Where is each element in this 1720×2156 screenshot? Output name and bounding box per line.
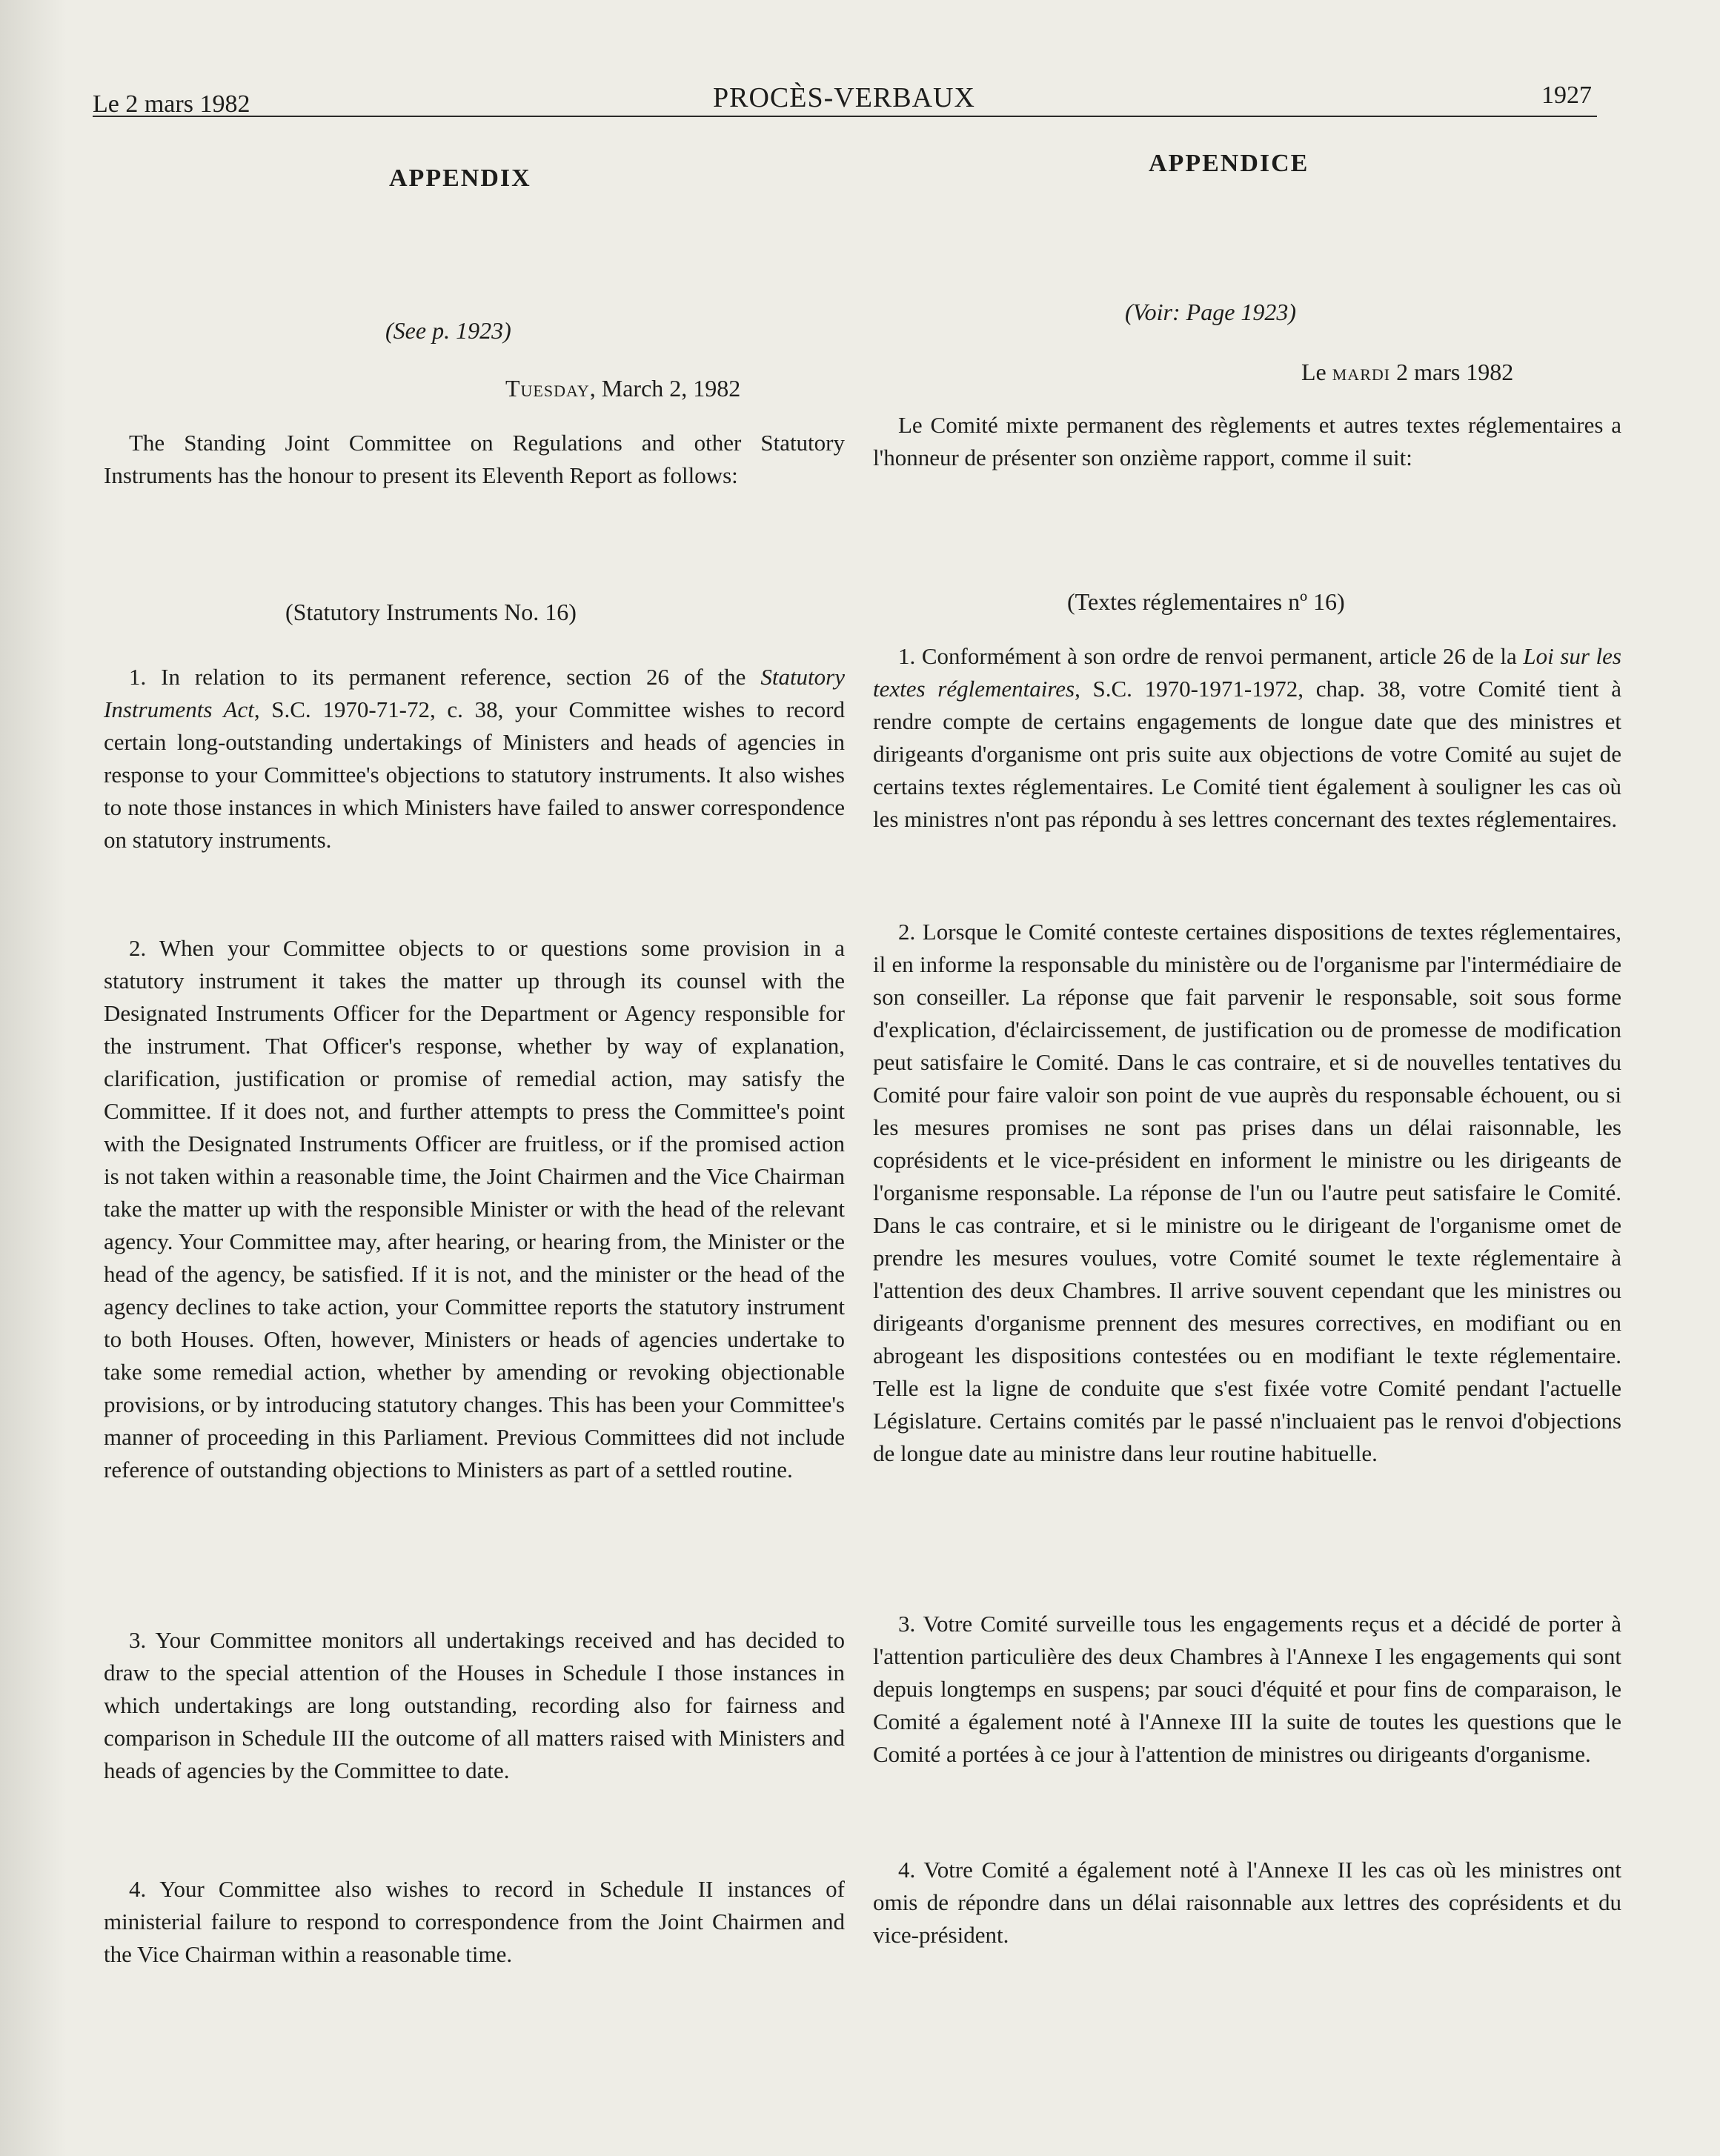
appendix-title: APPENDIX [389, 164, 531, 192]
subheading: (Statutory Instruments No. 16) [285, 599, 577, 625]
header-title: PROCÈS-VERBAUX [713, 82, 975, 113]
french-dateline: Le mardi 2 mars 1982 [1301, 359, 1514, 385]
page-header [0, 81, 1720, 126]
voir-reference: (Voir: Page 1923) [1125, 299, 1297, 325]
french-paragraph-1: 1. Conformément à son ordre de renvoi permanent, article 26 de la Loi sur les textes réglementaires, S.C. 1970-1971-1972, chap. 38, votre Comité tient à rendre compte de certains engagements de longue date que des ministres et dirigeants d'organisme ont pris suite aux objections de votre Comité au sujet de certains textes réglementaires. Le Comité tient également à souligner les cas où les ministres n'ont pas répondu à ses lettres concernant des textes réglementaires. [873, 643, 1621, 832]
french-subheading: (Textes réglementaires nº 16) [1067, 588, 1345, 615]
french-intro-paragraph: Le Comité mixte permanent des règlements et autres textes réglementaires a l'honneur de présenter son onzième rapport, comme il suit: [873, 412, 1621, 470]
header-date: Le 2 mars 1982 [93, 90, 250, 118]
intro-paragraph: The Standing Joint Committee on Regulations and other Statutory Instruments has the honour to present its Eleventh Report as follows: [104, 430, 845, 488]
appendice-title: APPENDICE [1149, 150, 1309, 177]
header-rule [93, 116, 1597, 117]
french-paragraph-2: 2. Lorsque le Comité conteste certaines dispositions de textes réglementaires, il en informe la responsable du ministère ou de l'organisme par l'intermédiaire de son conseiller. La réponse que fait parvenir le responsable, soit sous forme d'explication, d'éclaircissement, de justification ou de promesse de modification peut satisfaire le Comité. Dans le cas contraire, et si de nouvelles tentatives du Comité pour faire valoir son point de vue auprès du responsable échouent, ou si les mesures promises ne sont pas prises dans un délai raisonnable, les coprésidents et le vice-président en informent le ministre ou les dirigeants de l'organisme responsable. La réponse de l'un ou l'autre peut satisfaire le Comité. Dans le cas contraire, et si le ministre ou le dirigeant de l'organisme omet de prendre les mesures voulues, votre Comité soumet le texte réglementaire à l'attention des deux Chambres. Il arrive souvent cependant que les ministres ou dirigeants d'organisme prennent des mesures correctives, en modifiant ou en abrogeant les dispositions contestées ou en modifiant le texte réglementaire. Telle est la ligne de conduite que s'est fixée votre Comité pendant l'actuelle Législature. Certains comités par le passé n'incluaient pas le renvoi d'objections de longue date au ministre dans leur routine habituelle. [873, 919, 1621, 1466]
paragraph-3: 3. Your Committee monitors all undertakings received and has decided to draw to the special attention of the Houses in Schedule I those instances in which undertakings are long outstanding, recording also for fairness and comparison in Schedule III the outcome of all matters raised with Ministers and heads of agencies by the Committee to date. [104, 1627, 845, 1783]
paragraph-2: 2. When your Committee objects to or questions some provision in a statutory instrument it takes the matter up through its counsel with the Designated Instruments Officer for the Department or Agency responsible for the instrument. That Officer's response, whether by way of explanation, clarification, justification or promise of remedial action, may satisfy the Committee. If it does not, and further attempts to press the Committee's point with the Designated Instruments Officer are fruitless, or if the promised action is not taken within a reasonable time, the Joint Chairmen and the Vice Chairman take the matter up with the responsible Minister or with the head of the relevant agency. Your Committee may, after hearing, or hearing from, the Minister or the head of the agency, be satisfied. If it is not, and the minister or the head of the agency declines to take action, your Committee reports the statutory instrument to both Houses. Often, however, Ministers or heads of agencies undertake to take some remedial action, whether by amending or revoking objectionable provisions, or by introducing statutory changes. This has been your Committee's manner of proceeding in this Parliament. Previous Committees did not include reference of outstanding objections to Ministers as part of a settled routine. [104, 935, 845, 1483]
paragraph-1: 1. In relation to its permanent reference, section 26 of the Statutory Instruments Act, S.C. 1970-71-72, c. 38, your Committee wishes to record certain long-outstanding undertakings of Ministers and heads of agencies in response to your Committee's objections to statutory instruments. It also wishes to note those instances in which Ministers have failed to answer correspondence on statutory instruments. [104, 664, 846, 853]
page-number: 1927 [1541, 81, 1592, 109]
paragraph-4: 4. Your Committee also wishes to record in Schedule II instances of ministerial failure to respond to correspondence from the Joint Chairmen and the Vice Chairman within a reasonable time. [104, 1876, 845, 1967]
french-paragraph-3: 3. Votre Comité surveille tous les engagements reçus et a décidé de porter à l'attention particulière des deux Chambres à l'Annexe I les engagements qui sont depuis longtemps en suspens; par souci d'équité et pour fins de comparaison, le Comité a également noté à l'Annexe III la suite de toutes les questions que le Comité a portées à ce jour à l'attention de ministres ou dirigeants d'organisme. [873, 1611, 1621, 1767]
dateline: Tuesday, March 2, 1982 [505, 375, 741, 402]
french-paragraph-4: 4. Votre Comité a également noté à l'Annexe II les cas où les ministres ont omis de répondre dans un délai raisonnable aux lettres des coprésidents et du vice-président. [873, 1857, 1621, 1948]
see-reference: (See p. 1923) [385, 317, 511, 344]
